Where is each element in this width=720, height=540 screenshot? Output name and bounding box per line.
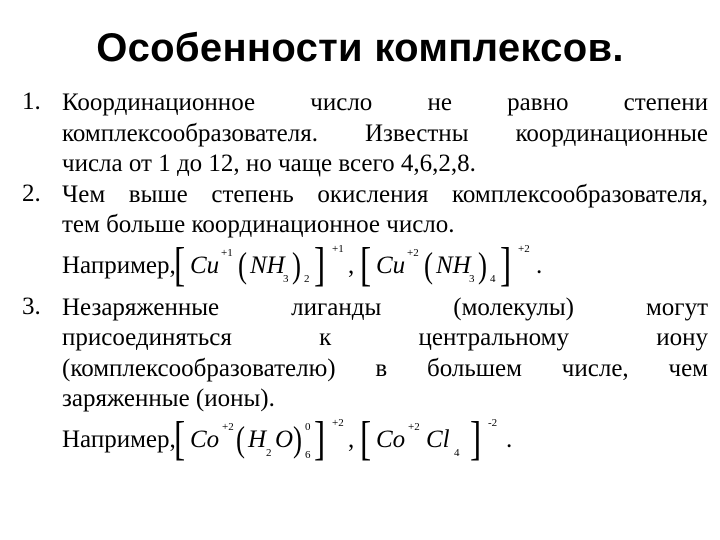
paren-close: ): [292, 244, 301, 285]
bracket-open: [: [360, 237, 372, 291]
ligand-symbol: O: [275, 425, 294, 453]
ligand-count: 4: [454, 446, 460, 459]
ligand-count: 6: [305, 448, 311, 461]
metal-symbol: Cu: [190, 251, 220, 279]
ligand-symbol: Cl: [426, 425, 450, 453]
list-item-2: [22, 180, 708, 293]
item-number: 3.: [22, 292, 41, 320]
ligand-count: 4: [490, 272, 496, 285]
item-line: комплексообразователя. Известны координационные: [62, 119, 708, 147]
bracket-close: ]: [314, 411, 326, 465]
slide-title: Особенности комплексов.: [96, 26, 624, 70]
bracket-open: [: [174, 237, 186, 291]
item-number: 1.: [22, 88, 41, 115]
item-line: присоединяться к центральному иону: [62, 324, 708, 351]
complex-charge: +2: [518, 242, 530, 255]
paren-open: (: [424, 244, 433, 285]
comma: ,: [348, 251, 355, 279]
complex-formula: [174, 411, 674, 467]
metal-symbol: Co: [190, 425, 220, 453]
paren-close: ): [293, 418, 302, 459]
item-line: числа от 1 до 12, но чаще всего 4,6,2,8.: [62, 150, 476, 177]
bracket-close: ]: [500, 237, 512, 291]
list-item-1: [22, 88, 708, 180]
item-number: 2.: [22, 179, 41, 207]
complex-charge: -2: [488, 416, 498, 429]
period: .: [506, 425, 513, 453]
example-lead: Например,: [62, 251, 176, 279]
ligand-count: 2: [304, 272, 310, 285]
bracket-close: ]: [470, 411, 482, 465]
item-line: (комплексообразователю) в большем числе, чем: [62, 354, 708, 382]
bracket-close: ]: [314, 237, 326, 291]
oxidation-state: +1: [221, 246, 233, 259]
item-line: Незаряженные лиганды (молекулы) могут: [62, 293, 708, 321]
comma: ,: [348, 425, 355, 453]
oxidation-state: +2: [408, 420, 420, 433]
period: .: [536, 251, 543, 279]
item-line: заряженные (ионы).: [62, 385, 275, 412]
ligand-symbol: NH: [250, 251, 285, 279]
bracket-open: [: [360, 411, 372, 465]
item-line: Координационное число не равно степени: [62, 89, 708, 116]
paren-open: (: [236, 418, 245, 459]
oxidation-state: +2: [407, 246, 419, 259]
paren-close: ): [478, 244, 487, 285]
ligand-subscript: 3: [283, 272, 289, 285]
list-item-3: [22, 293, 708, 467]
ligand-charge: 0: [305, 420, 311, 433]
bracket-open: [: [174, 411, 186, 465]
metal-symbol: Co: [376, 425, 406, 453]
oxidation-state: +2: [222, 420, 234, 433]
complex-formula: [174, 237, 674, 293]
example-lead: Например,: [62, 425, 176, 453]
formula-example-1: [62, 237, 708, 293]
item-line: тем больше координационное число.: [62, 211, 455, 238]
ligand-subscript: 3: [469, 272, 475, 285]
ligand-subscript: 2: [266, 446, 272, 459]
item-line: Чем выше степень окисления комплексообразователя,: [62, 180, 708, 208]
paren-open: (: [238, 244, 247, 285]
complex-charge: +2: [332, 416, 344, 429]
ligand-symbol: H: [248, 425, 267, 453]
ligand-symbol: NH: [436, 251, 471, 279]
formula-example-2: [62, 411, 708, 467]
complex-charge: +1: [332, 242, 344, 255]
feature-list: [22, 88, 708, 467]
metal-symbol: Cu: [376, 251, 406, 279]
